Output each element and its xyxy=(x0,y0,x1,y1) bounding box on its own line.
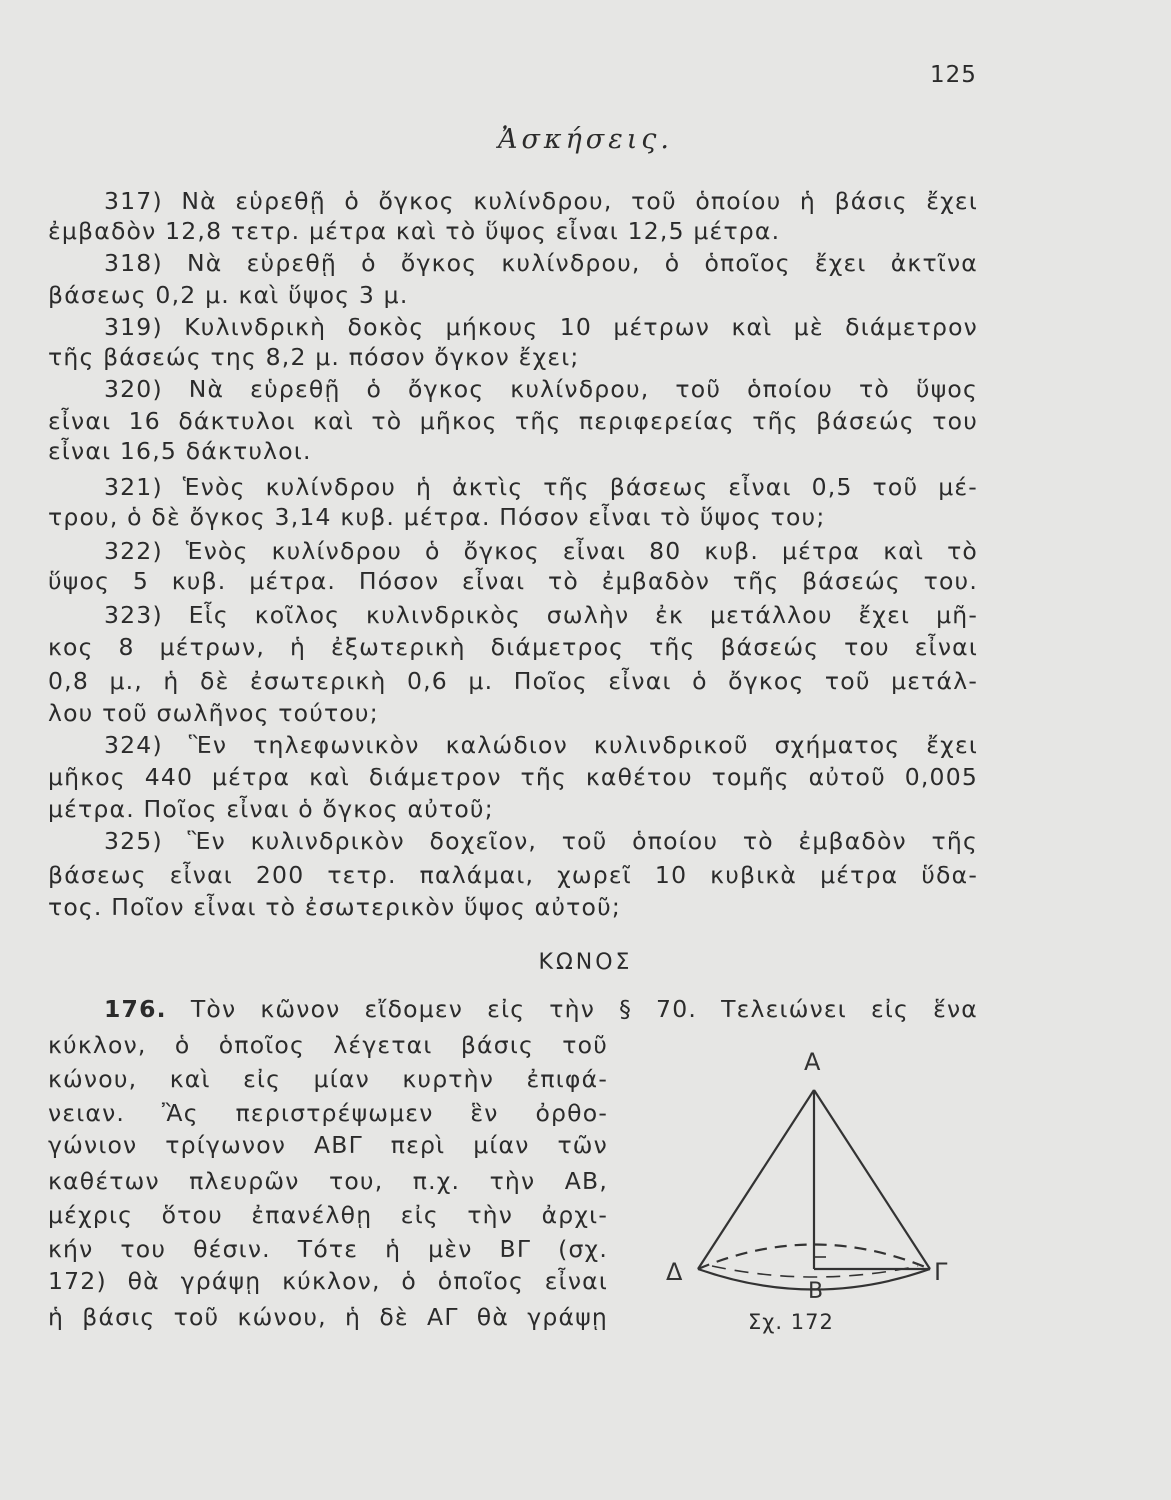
exercise-320-line-2: εἶναι 16 δάκτυλοι καὶ τὸ μῆκος τῆς περιφερείας τῆς βάσεώς του xyxy=(48,407,978,435)
exercise-319-line-1: 319) Κυλινδρικὴ δοκὸς μήκους 10 μέτρων καὶ μὲ διάμετρον xyxy=(104,313,978,341)
paragraph-number: 176. xyxy=(104,995,167,1023)
exercise-323-line-2: κος 8 μέτρων, ἡ ἐξωτερικὴ διάμετρος τῆς βάσεώς του εἶναι xyxy=(48,633,978,661)
paragraph-176-line-4: γώνιον τρίγωνον ΑΒΓ περὶ μίαν τῶν xyxy=(48,1131,608,1159)
exercise-325-line-3: τος. Ποῖον εἶναι τὸ ἐσωτερικὸν ὕψος αὐτοῦ; xyxy=(48,893,622,921)
exercise-318-line-1: 318) Νὰ εὑρεθῇ ὁ ὄγκος κυλίνδρου, ὁ ὁποῖος ἔχει ἀκτῖνα xyxy=(104,249,978,277)
label-d: Δ xyxy=(666,1258,683,1286)
exercise-323-line-4: λου τοῦ σωλῆνος τούτου; xyxy=(48,699,379,727)
exercise-324-line-2: μῆκος 440 μέτρα καὶ διάμετρον τῆς καθέτου τομῆς αὐτοῦ 0,005 xyxy=(48,763,978,791)
section-title: Ἀσκήσεις. xyxy=(497,124,674,155)
exercise-322-line-1: 322) Ἑνὸς κυλίνδρου ὁ ὄγκος εἶναι 80 κυβ. μέτρα καὶ τὸ xyxy=(104,537,978,565)
exercise-317-line-1: 317) Νὰ εὑρεθῇ ὁ ὄγκος κυλίνδρου, τοῦ ὁποίου ἡ βάσις ἔχει xyxy=(104,187,978,215)
paragraph-first-line-text: Τὸν κῶνον εἴδομεν εἰς τὴν § 70. Τελειώνει εἰς ἕνα xyxy=(190,995,978,1023)
figure-caption: Σχ. 172 xyxy=(748,1310,834,1334)
cone-right-edge xyxy=(814,1090,930,1269)
paragraph-176-line-2: κώνου, καὶ εἰς μίαν κυρτὴν ἐπιφά- xyxy=(48,1065,608,1093)
exercise-318-line-2: βάσεως 0,2 μ. καὶ ὕψος 3 μ. xyxy=(48,281,409,309)
exercise-325-line-1: 325) Ἓν κυλινδρικὸν δοχεῖον, τοῦ ὁποίου τὸ ἐμβαδὸν τῆς xyxy=(104,827,978,855)
exercise-323-line-3: 0,8 μ., ἡ δὲ ἐσωτερικὴ 0,6 μ. Ποῖος εἶναι ὁ ὄγκος τοῦ μετάλ- xyxy=(48,667,978,695)
exercise-321-line-1: 321) Ἑνὸς κυλίνδρου ἡ ἀκτὶς τῆς βάσεως εἶναι 0,5 τοῦ μέ- xyxy=(104,473,978,501)
paragraph-176-line-7: κήν του θέσιν. Τότε ἡ μὲν ΒΓ (σχ. xyxy=(48,1235,608,1263)
exercise-323-line-1: 323) Εἷς κοῖλος κυλινδρικὸς σωλὴν ἐκ μετάλλου ἔχει μῆ- xyxy=(104,601,978,629)
heading-kwnos: ΚΩΝΟΣ xyxy=(538,950,633,975)
cone-figure xyxy=(650,1040,980,1340)
paragraph-176-line-9: ἡ βάσις τοῦ κώνου, ἡ δὲ ΑΓ θὰ γράψῃ xyxy=(48,1303,608,1331)
label-b: Β xyxy=(808,1279,824,1304)
label-g: Γ xyxy=(934,1258,948,1286)
exercise-320-line-3: εἶναι 16,5 δάκτυλοι. xyxy=(48,437,312,465)
exercise-319-line-2: τῆς βάσεώς της 8,2 μ. πόσον ὄγκον ἔχει; xyxy=(48,343,580,371)
exercise-325-line-2: βάσεως εἶναι 200 τετρ. παλάμαι, χωρεῖ 10 κυβικὰ μέτρα ὕδα- xyxy=(48,861,978,889)
exercise-324-line-1: 324) Ἓν τηλεφωνικὸν καλώδιον κυλινδρικοῦ σχήματος ἔχει xyxy=(104,731,978,759)
exercise-322-line-2: ὕψος 5 κυβ. μέτρα. Πόσον εἶναι τὸ ἐμβαδὸν τῆς βάσεώς του. xyxy=(48,567,978,595)
paragraph-176-first-line xyxy=(104,994,978,1024)
exercise-321-line-2: τρου, ὁ δὲ ὄγκος 3,14 κυβ. μέτρα. Πόσον εἶναι τὸ ὕψος του; xyxy=(48,503,826,531)
cone-left-edge xyxy=(698,1090,814,1269)
paragraph-176-line-1: κύκλον, ὁ ὁποῖος λέγεται βάσις τοῦ xyxy=(48,1031,608,1059)
paragraph-176-line-3: νειαν. Ἂς περιστρέψωμεν ἓν ὀρθο- xyxy=(48,1099,608,1127)
exercise-324-line-3: μέτρα. Ποῖος εἶναι ὁ ὄγκος αὐτοῦ; xyxy=(48,795,494,823)
page-number: 125 xyxy=(930,62,977,88)
paragraph-176-line-6: μέχρις ὅτου ἐπανέλθῃ εἰς τὴν ἀρχι- xyxy=(48,1201,608,1229)
label-a: Α xyxy=(804,1048,821,1076)
paragraph-176-line-5: καθέτων πλευρῶν του, π.χ. τὴν ΑΒ, xyxy=(48,1167,608,1195)
exercise-317-line-2: ἐμβαδὸν 12,8 τετρ. μέτρα καὶ τὸ ὕψος εἶναι 12,5 μέτρα. xyxy=(48,217,781,245)
exercise-320-line-1: 320) Νὰ εὑρεθῇ ὁ ὄγκος κυλίνδρου, τοῦ ὁποίου τὸ ὕψος xyxy=(104,375,978,403)
paragraph-176-line-8: 172) θὰ γράψῃ κύκλον, ὁ ὁποῖος εἶναι xyxy=(48,1267,608,1295)
